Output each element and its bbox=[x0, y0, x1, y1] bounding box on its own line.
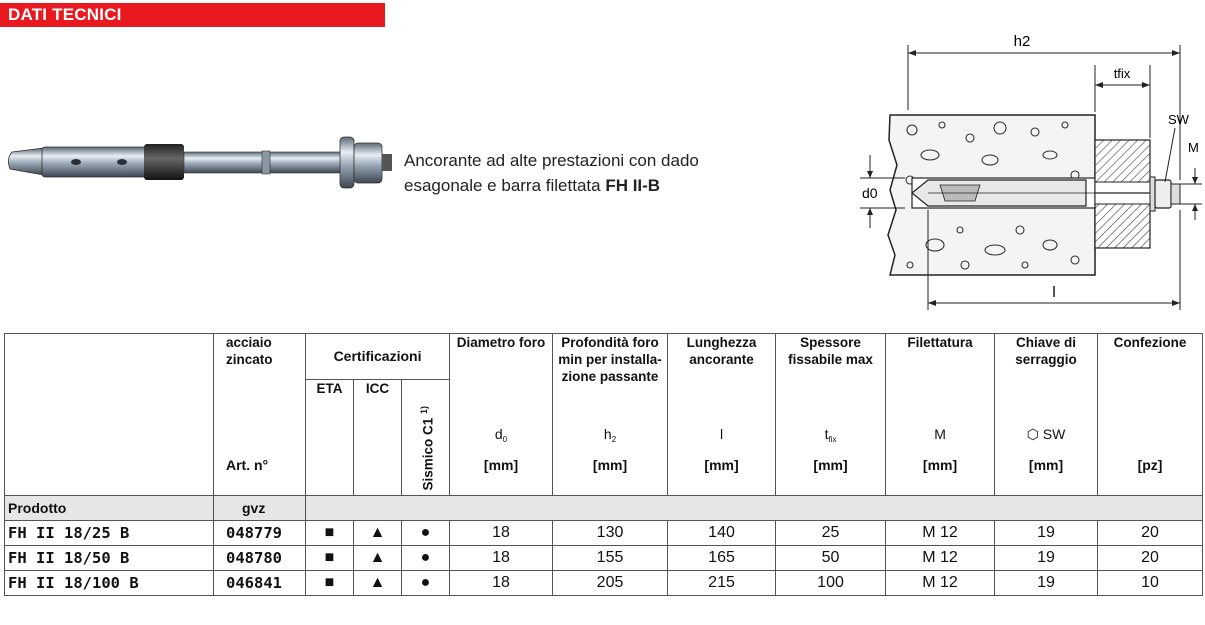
section-title: DATI TECNICI bbox=[0, 3, 385, 27]
header-art-no: Art. n° bbox=[226, 457, 269, 473]
dim-d0: d0 bbox=[862, 185, 878, 201]
header-material: acciaio zincato Art. n° bbox=[214, 334, 306, 496]
icc-triangle-icon: ▲ bbox=[354, 546, 402, 571]
header-product-blank bbox=[5, 334, 214, 496]
installation-diagram bbox=[850, 20, 1205, 320]
product-code: FH II-B bbox=[605, 176, 661, 195]
group-gvz: gvz bbox=[214, 496, 306, 521]
group-product: Prodotto bbox=[5, 496, 214, 521]
anchor-bolt-photo bbox=[4, 125, 394, 205]
dim-h2: h2 bbox=[1013, 33, 1031, 50]
icc-triangle-icon: ▲ bbox=[354, 521, 402, 546]
dim-sw: SW bbox=[1168, 112, 1189, 127]
dim-m: M bbox=[1188, 140, 1199, 155]
spec-table bbox=[4, 333, 1203, 596]
eta-square-icon: ■ bbox=[306, 521, 354, 546]
header-wrench: Chiave di serraggio ⬡ SW [mm] bbox=[995, 334, 1098, 496]
header-length: Lunghezza ancorante l [mm] bbox=[668, 334, 776, 496]
header-icc: ICC bbox=[354, 380, 402, 496]
header-package: Confezione [pz] bbox=[1098, 334, 1203, 496]
eta-square-icon: ■ bbox=[306, 571, 354, 596]
product-description bbox=[404, 148, 824, 198]
header-thread: Filettatura M [mm] bbox=[886, 334, 995, 496]
dim-tfix: tfix bbox=[1113, 66, 1131, 81]
header-diameter: Diametro foro $d_0$ [mm] bbox=[450, 334, 553, 496]
group-row bbox=[5, 496, 1203, 521]
description-line-1: Ancorante ad alte prestazioni con dado bbox=[404, 151, 699, 170]
header-seismic: Sismico C1 $^{1)}$ bbox=[402, 380, 450, 496]
icc-triangle-icon: ▲ bbox=[354, 571, 402, 596]
description-line-2: esagonale e barra filettata FH II-B bbox=[404, 176, 661, 195]
header-thickness: Spessore fissabile max $t_{fix}$ [mm] bbox=[776, 334, 886, 496]
seismic-dot-icon: ● bbox=[402, 571, 450, 596]
header-eta: ETA bbox=[306, 380, 354, 496]
seismic-dot-icon: ● bbox=[402, 546, 450, 571]
table-row: FH II 18/25 B 048779 ■ ▲ ● 18 130 140 25 M 12 19 20 bbox=[5, 521, 1203, 546]
dim-l: l bbox=[1052, 284, 1056, 301]
table-row: FH II 18/100 B 046841 ■ ▲ ● 18 205 215 100 M 12 19 10 bbox=[5, 571, 1203, 596]
table-row: FH II 18/50 B 048780 ■ ▲ ● 18 155 165 50 M 12 19 20 bbox=[5, 546, 1203, 571]
seismic-dot-icon: ● bbox=[402, 521, 450, 546]
header-certifications: Certificazioni bbox=[306, 334, 450, 380]
header-depth: Profondità foro min per installa-zione passante $h_2$ [mm] bbox=[553, 334, 668, 496]
eta-square-icon: ■ bbox=[306, 546, 354, 571]
